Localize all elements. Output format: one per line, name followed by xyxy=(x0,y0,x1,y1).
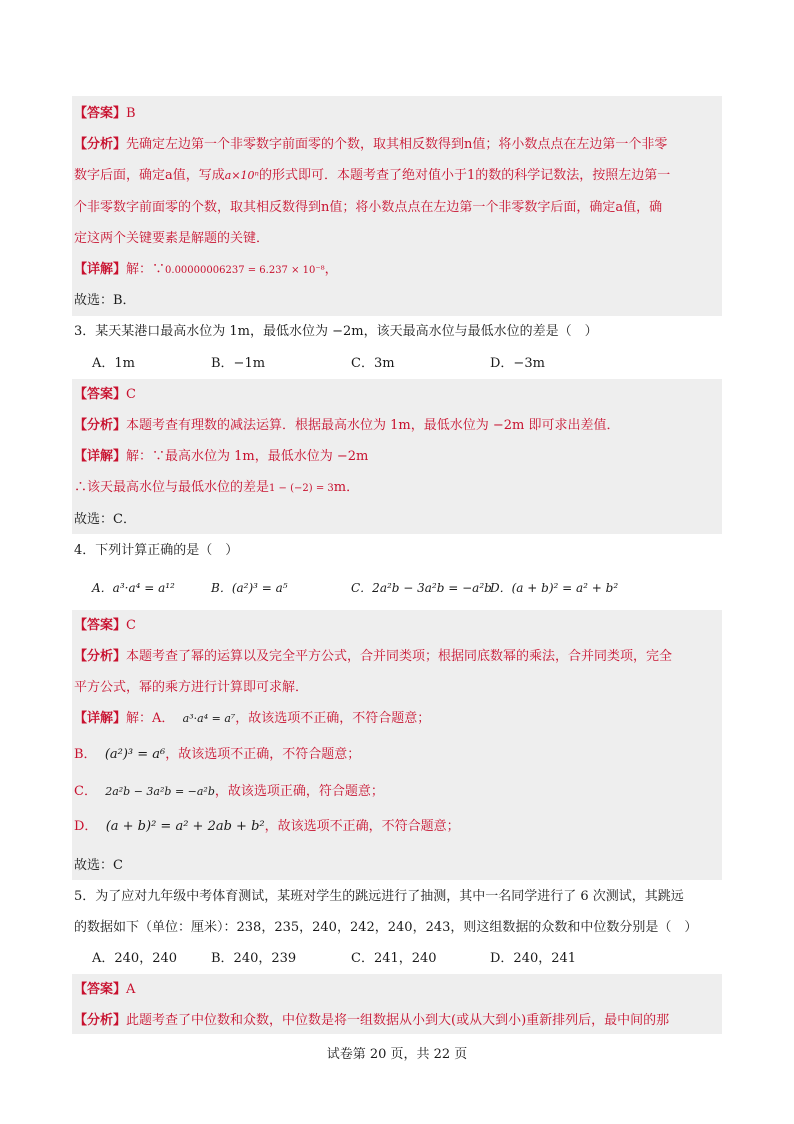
analysis-line: 【分析】本题考查有理数的减法运算．根据最高水位为 1m，最低水位为 −2m 即可求出差值． xyxy=(74,418,620,433)
answer-tag: 【答案】 xyxy=(74,106,127,121)
detail-formula: 0.00000006237 = 6.237 × 10⁻⁸ xyxy=(165,265,325,276)
detail-line-d: D． (a + b)² = a² + 2ab + b²，故该选项不正确，不符合题意； xyxy=(74,819,460,834)
q5-option-b: B．240，239 xyxy=(211,951,297,966)
question-4-stem: 4．下列计算正确的是（ ） xyxy=(74,543,239,558)
analysis-line: 【分析】此题考查了中位数和众数，中位数是将一组数据从小到大(或从大到小)重新排列后，最中间的那 xyxy=(74,1013,670,1028)
question-5-stem-1: 5．为了应对九年级中考体育测试，某班对学生的跳远进行了抽测，其中一名同学进行了 6 次测试，其跳远 xyxy=(74,889,684,904)
answer-line: 【答案】C xyxy=(74,387,136,402)
q5-option-c: C．241，240 xyxy=(351,951,437,966)
q4-option-a: A．a³·a⁴ = a¹² xyxy=(92,581,175,595)
answer-line: 【答案】A xyxy=(74,982,136,997)
analysis-tag: 【分析】 xyxy=(74,137,127,152)
answer-value: B xyxy=(126,106,136,121)
choose-line: 故选：C． xyxy=(74,512,136,527)
analysis-line-4: 定这两个关键要素是解题的关键． xyxy=(74,231,270,246)
q3-option-b: B．−1m xyxy=(211,356,266,371)
analysis-line-1: 【分析】本题考查了幂的运算以及完全平方公式，合并同类项；根据同底数幂的乘法，合并同类项，完全 xyxy=(74,649,673,664)
scientific-notation-formula: a×10ⁿ xyxy=(224,169,259,182)
q4-option-c: C．2a²b − 3a²b = −a²b xyxy=(351,581,492,595)
q4-option-d: D．(a + b)² = a² + b² xyxy=(490,581,619,595)
detail-line: 【详解】解：∵最高水位为 1m，最低水位为 −2m xyxy=(74,449,369,464)
q3-option-a: A．1m xyxy=(92,356,135,371)
q5-option-d: D．240，241 xyxy=(490,951,577,966)
page-footer: 试卷第 20 页，共 22 页 xyxy=(326,1047,468,1062)
q4-option-b: B．(a²)³ = a⁵ xyxy=(211,581,288,595)
choose-line: 故选：C xyxy=(74,858,123,873)
detail-line-b: B． (a²)³ = a⁶，故该选项不正确，不符合题意； xyxy=(74,747,361,762)
answer-line: 【答案】C xyxy=(74,618,136,633)
analysis-line-2: 平方公式，幂的乘方进行计算即可求解． xyxy=(74,680,309,695)
detail-tag: 【详解】 xyxy=(74,262,127,277)
choose-line: 故选：B． xyxy=(74,293,136,308)
analysis-line-3: 个非零数字前面零的个数，取其相反数得到n值；将小数点点在左边第一个非零数字后面，确定a值，确 xyxy=(74,200,663,215)
q5-option-a: A．240，240 xyxy=(92,951,178,966)
detail-line-c: C． 2a²b − 3a²b = −a²b，故该选项正确，符合题意； xyxy=(74,784,384,799)
analysis-line-1: 【分析】先确定左边第一个非零数字前面零的个数，取其相反数得到n值；将小数点点在左边第一个非零 xyxy=(74,137,668,152)
question-3-stem: 3．某天某港口最高水位为 1m，最低水位为 −2m，该天最高水位与最低水位的差是（ ） xyxy=(74,324,598,339)
detail-line: 【详解】解：∵0.00000006237 = 6.237 × 10⁻⁸， xyxy=(74,262,338,277)
q3-option-d: D．−3m xyxy=(490,356,545,371)
answer-line xyxy=(74,104,136,124)
question-5-stem-2: 的数据如下（单位：厘米）：238，235，240，242，240，243，则这组数据的众数和中位数分别是（ ） xyxy=(74,920,698,935)
analysis-line-2: 数字后面，确定a值，写成a×10ⁿ的形式即可．本题考查了绝对值小于1的数的科学记数法，按照左边第一 xyxy=(74,168,671,183)
difference-formula: 1 − (−2) = 3 xyxy=(269,483,334,494)
detail-line-a: 【详解】解：A． a³·a⁴ = a⁷，故该选项不正确，不符合题意； xyxy=(74,711,431,726)
detail-line-2: ∴该天最高水位与最低水位的差是1 − (−2) = 3m． xyxy=(74,480,360,495)
q3-option-c: C．3m xyxy=(351,356,395,371)
